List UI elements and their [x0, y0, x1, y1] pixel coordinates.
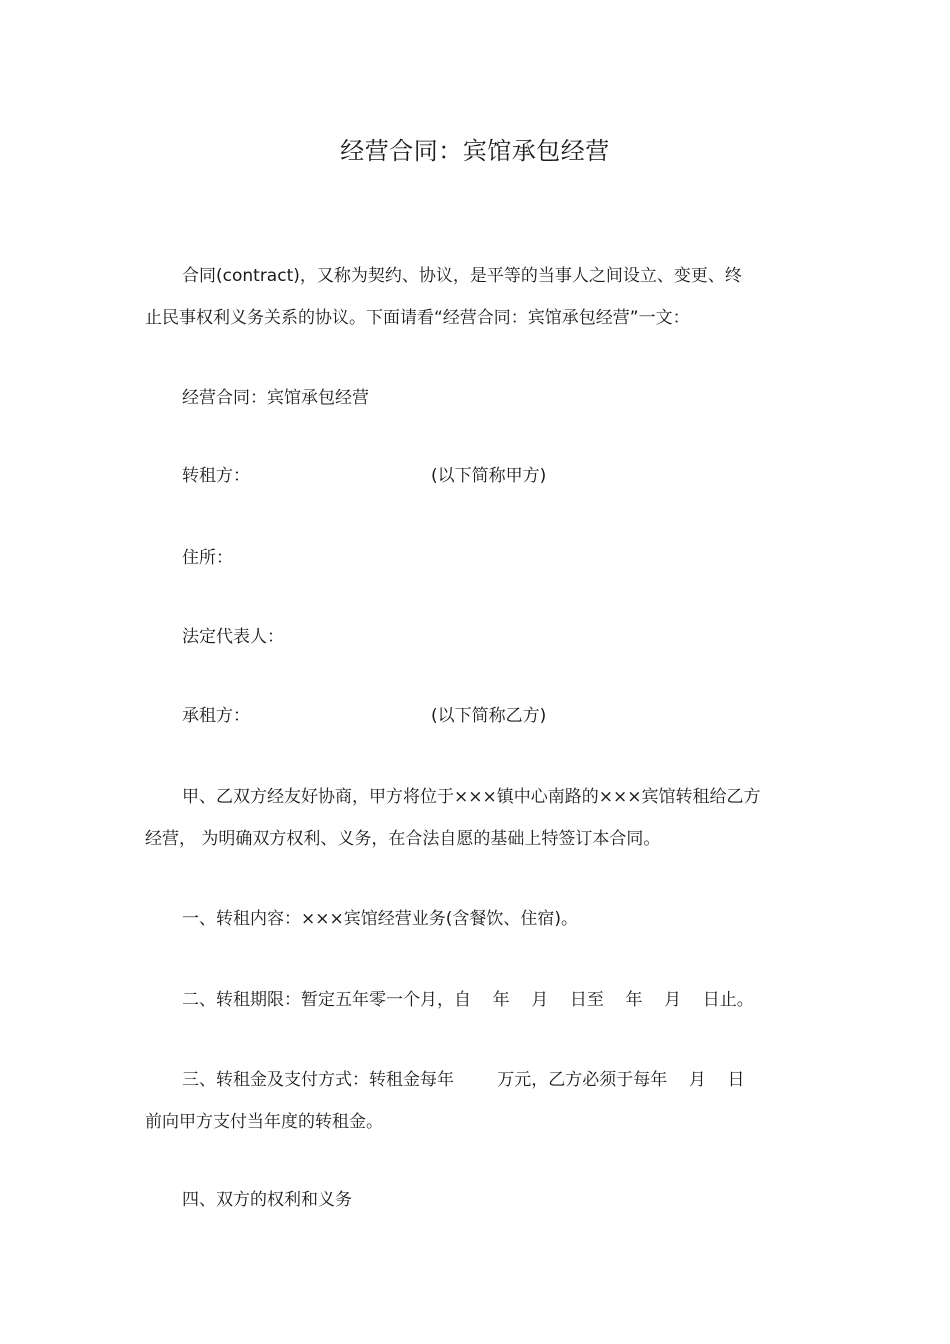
party-b-label: 承租方： [182, 706, 250, 726]
intro-line-2: 止民事权利义务关系的协议。下面请看“经营合同：宾馆承包经营”一文： [145, 308, 690, 328]
intro-line-1: 合同(contract)，又称为契约、协议，是平等的当事人之间设立、变更、终 [182, 266, 742, 286]
document-title: 经营合同：宾馆承包经营 [340, 137, 610, 165]
party-a-note: (以下简称甲方) [431, 466, 547, 486]
legal-rep-line [145, 616, 800, 658]
address-label: 住所： [182, 548, 233, 568]
contract-subtitle: 经营合同：宾馆承包经营 [182, 388, 369, 408]
address-line [145, 537, 800, 579]
clause-3-line-2: 前向甲方支付当年度的转租金。 [145, 1112, 383, 1132]
clause-3 [145, 1059, 800, 1143]
clause-1 [145, 898, 800, 940]
clause-2-text: 二、转租期限：暂定五年零一个月，自 年 月 日至 年 月 日止。 [182, 990, 754, 1010]
clause-1-text: 一、转租内容：×××宾馆经营业务(含餐饮、住宿)。 [182, 909, 578, 929]
subtitle-paragraph [145, 377, 800, 419]
party-a-line [145, 455, 800, 497]
preamble-paragraph [145, 776, 800, 860]
party-b-line [145, 695, 800, 737]
clause-4-heading: 四、双方的权利和义务 [182, 1190, 352, 1210]
intro-paragraph [145, 255, 800, 339]
clause-2 [145, 979, 800, 1021]
party-b-note: (以下简称乙方) [431, 706, 547, 726]
preamble-line-2: 经营， 为明确双方权利、义务，在合法自愿的基础上特签订本合同。 [145, 829, 661, 849]
party-a-label: 转租方： [182, 466, 250, 486]
legal-rep-label: 法定代表人： [182, 627, 284, 647]
clause-3-line-1: 三、转租金及支付方式：转租金每年 万元，乙方必须于每年 月 日 [182, 1070, 745, 1090]
clause-4 [145, 1179, 800, 1221]
preamble-line-1: 甲、乙双方经友好协商，甲方将位于×××镇中心南路的×××宾馆转租给乙方 [182, 787, 761, 807]
